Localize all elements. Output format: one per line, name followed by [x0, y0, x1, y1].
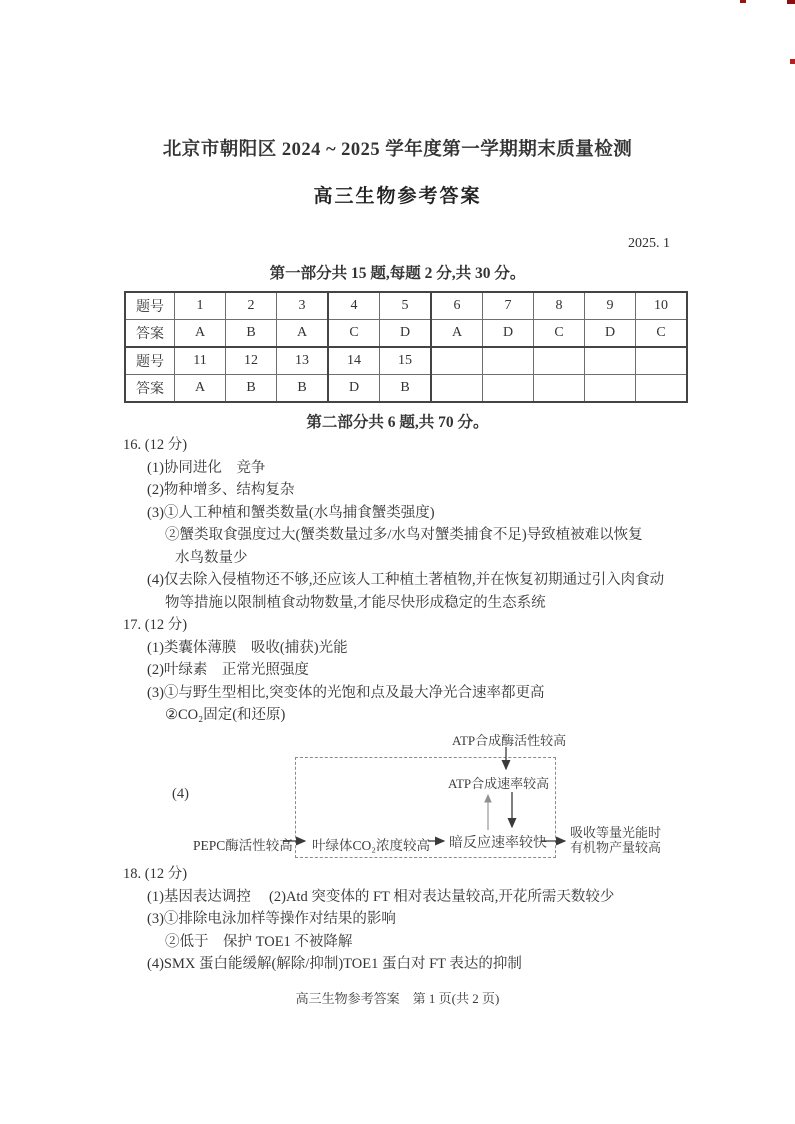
- question-17: [123, 614, 545, 727]
- diagram-result-line2: 有机物产量较高: [570, 840, 662, 855]
- table-cell: D: [380, 320, 432, 348]
- table-cell: A: [277, 320, 329, 348]
- question-number: 16. (12 分): [123, 437, 188, 453]
- table-cell: C: [534, 320, 585, 348]
- answer-line: ②低于 保护 TOE1 不被降解: [165, 933, 353, 950]
- table-cell: 8: [534, 292, 585, 320]
- table-cell: 10: [636, 292, 688, 320]
- table-cell: 15: [380, 347, 432, 375]
- answer-line: (3)①排除电泳加样等操作对结果的影响: [147, 911, 396, 927]
- table-cell: [636, 347, 688, 375]
- table-cell: [431, 347, 483, 375]
- table-cell: C: [328, 320, 380, 348]
- table-cell: [636, 375, 688, 403]
- answer-line: (1)基因表达调控 (2)Atd 突变体的 FT 相对表达量较高,开花所需天数较少: [147, 888, 615, 905]
- diagram-node-dark-reaction-rate: 暗反应速率较快: [449, 836, 547, 851]
- table-cell: 12: [226, 347, 277, 375]
- table-cell: B: [277, 375, 329, 403]
- diagram-arrows: [0, 720, 795, 870]
- table-cell: 题号: [125, 347, 175, 375]
- question-16: [123, 434, 664, 614]
- diagram-node-atp-synthesis-rate: ATP合成速率较高: [448, 776, 550, 791]
- table-cell: 2: [226, 292, 277, 320]
- answer-line: 水鸟数量少: [175, 549, 248, 566]
- page-subtitle: 高三生物参考答案: [313, 186, 482, 207]
- question-number: 18. (12 分): [123, 866, 188, 882]
- table-cell: 1: [175, 292, 226, 320]
- exam-date: 2025. 1: [628, 236, 670, 251]
- table-cell: B: [226, 375, 277, 403]
- table-cell: 3: [277, 292, 329, 320]
- table-cell: [534, 347, 585, 375]
- table-cell: [534, 375, 585, 403]
- table-cell: [431, 375, 483, 403]
- table-cell: 7: [483, 292, 534, 320]
- table-cell: 11: [175, 347, 226, 375]
- answer-line: (1)类囊体薄膜 吸收(捕获)光能: [147, 639, 348, 656]
- table-cell: 题号: [125, 292, 175, 320]
- diagram-node-pepc-activity: PEPC酶活性较高: [193, 838, 293, 853]
- table-cell: [483, 375, 534, 403]
- table-cell: D: [585, 320, 636, 348]
- answer-line: (2)物种增多、结构复杂: [147, 482, 295, 498]
- table-cell: [585, 375, 636, 403]
- table-cell: 9: [585, 292, 636, 320]
- diagram-node-atp-synthase-activity: ATP合成酶活性较高: [452, 733, 567, 748]
- table-cell: D: [483, 320, 534, 348]
- diagram-sub-question-label: (4): [172, 786, 189, 802]
- answer-line: ②蟹类取食强度过大(蟹类数量过多/水鸟对蟹类捕食不足)导致植被难以恢复: [165, 527, 643, 543]
- table-cell: 14: [328, 347, 380, 375]
- scan-artifact: [787, 0, 795, 4]
- question-number: 17. (12 分): [123, 617, 188, 633]
- table-row: [125, 292, 687, 320]
- page-footer: 高三生物参考答案 第 1 页(共 2 页): [295, 991, 500, 1006]
- table-row: [125, 320, 687, 348]
- table-row: [125, 375, 687, 403]
- table-cell: 5: [380, 292, 432, 320]
- answer-line: (1)协同进化 竞争: [147, 459, 266, 476]
- table-cell: 13: [277, 347, 329, 375]
- table-cell: 6: [431, 292, 483, 320]
- question-18: [123, 863, 614, 976]
- answer-line: (4)SMX 蛋白能缓解(解除/抑制)TOE1 蛋白对 FT 表达的抑制: [147, 956, 522, 972]
- diagram-node-chloroplast-co2: 叶绿体CO₂浓度较高: [312, 838, 430, 853]
- answer-line: (3)①人工种植和蟹类数量(水鸟捕食蟹类强度): [147, 504, 435, 521]
- table-cell: 4: [328, 292, 380, 320]
- table-cell: A: [175, 375, 226, 403]
- table-cell: [483, 347, 534, 375]
- table-cell: D: [328, 375, 380, 403]
- table-cell: B: [226, 320, 277, 348]
- table-cell: 答案: [125, 320, 175, 348]
- table-row: [125, 347, 687, 375]
- answer-table: [124, 291, 688, 403]
- table-cell: [585, 347, 636, 375]
- diagram-result-line1: 吸收等量光能时: [570, 825, 662, 840]
- table-cell: B: [380, 375, 432, 403]
- part1-heading: 第一部分共 15 题,每题 2 分,共 30 分。: [269, 265, 526, 282]
- scan-artifact: [740, 0, 746, 3]
- table-cell: A: [431, 320, 483, 348]
- answer-line: (2)叶绿素 正常光照强度: [147, 662, 309, 678]
- table-cell: A: [175, 320, 226, 348]
- page-title: 北京市朝阳区 2024 ~ 2025 学年度第一学期期末质量检测: [162, 140, 633, 160]
- answer-line: 物等措施以限制植食动物数量,才能尽快形成稳定的生态系统: [165, 594, 546, 611]
- table-cell: 答案: [125, 375, 175, 403]
- table-cell: C: [636, 320, 688, 348]
- answer-line: (3)①与野生型相比,突变体的光饱和点及最大净光合速率都更高: [147, 684, 545, 701]
- answer-line: ②CO₂固定(和还原): [165, 707, 286, 723]
- answer-line: (4)仅去除入侵植物还不够,还应该人工种植土著植物,并在恢复初期通过引入肉食动: [147, 572, 665, 588]
- part2-heading: 第二部分共 6 题,共 70 分。: [306, 414, 489, 431]
- scan-artifact: [790, 59, 795, 64]
